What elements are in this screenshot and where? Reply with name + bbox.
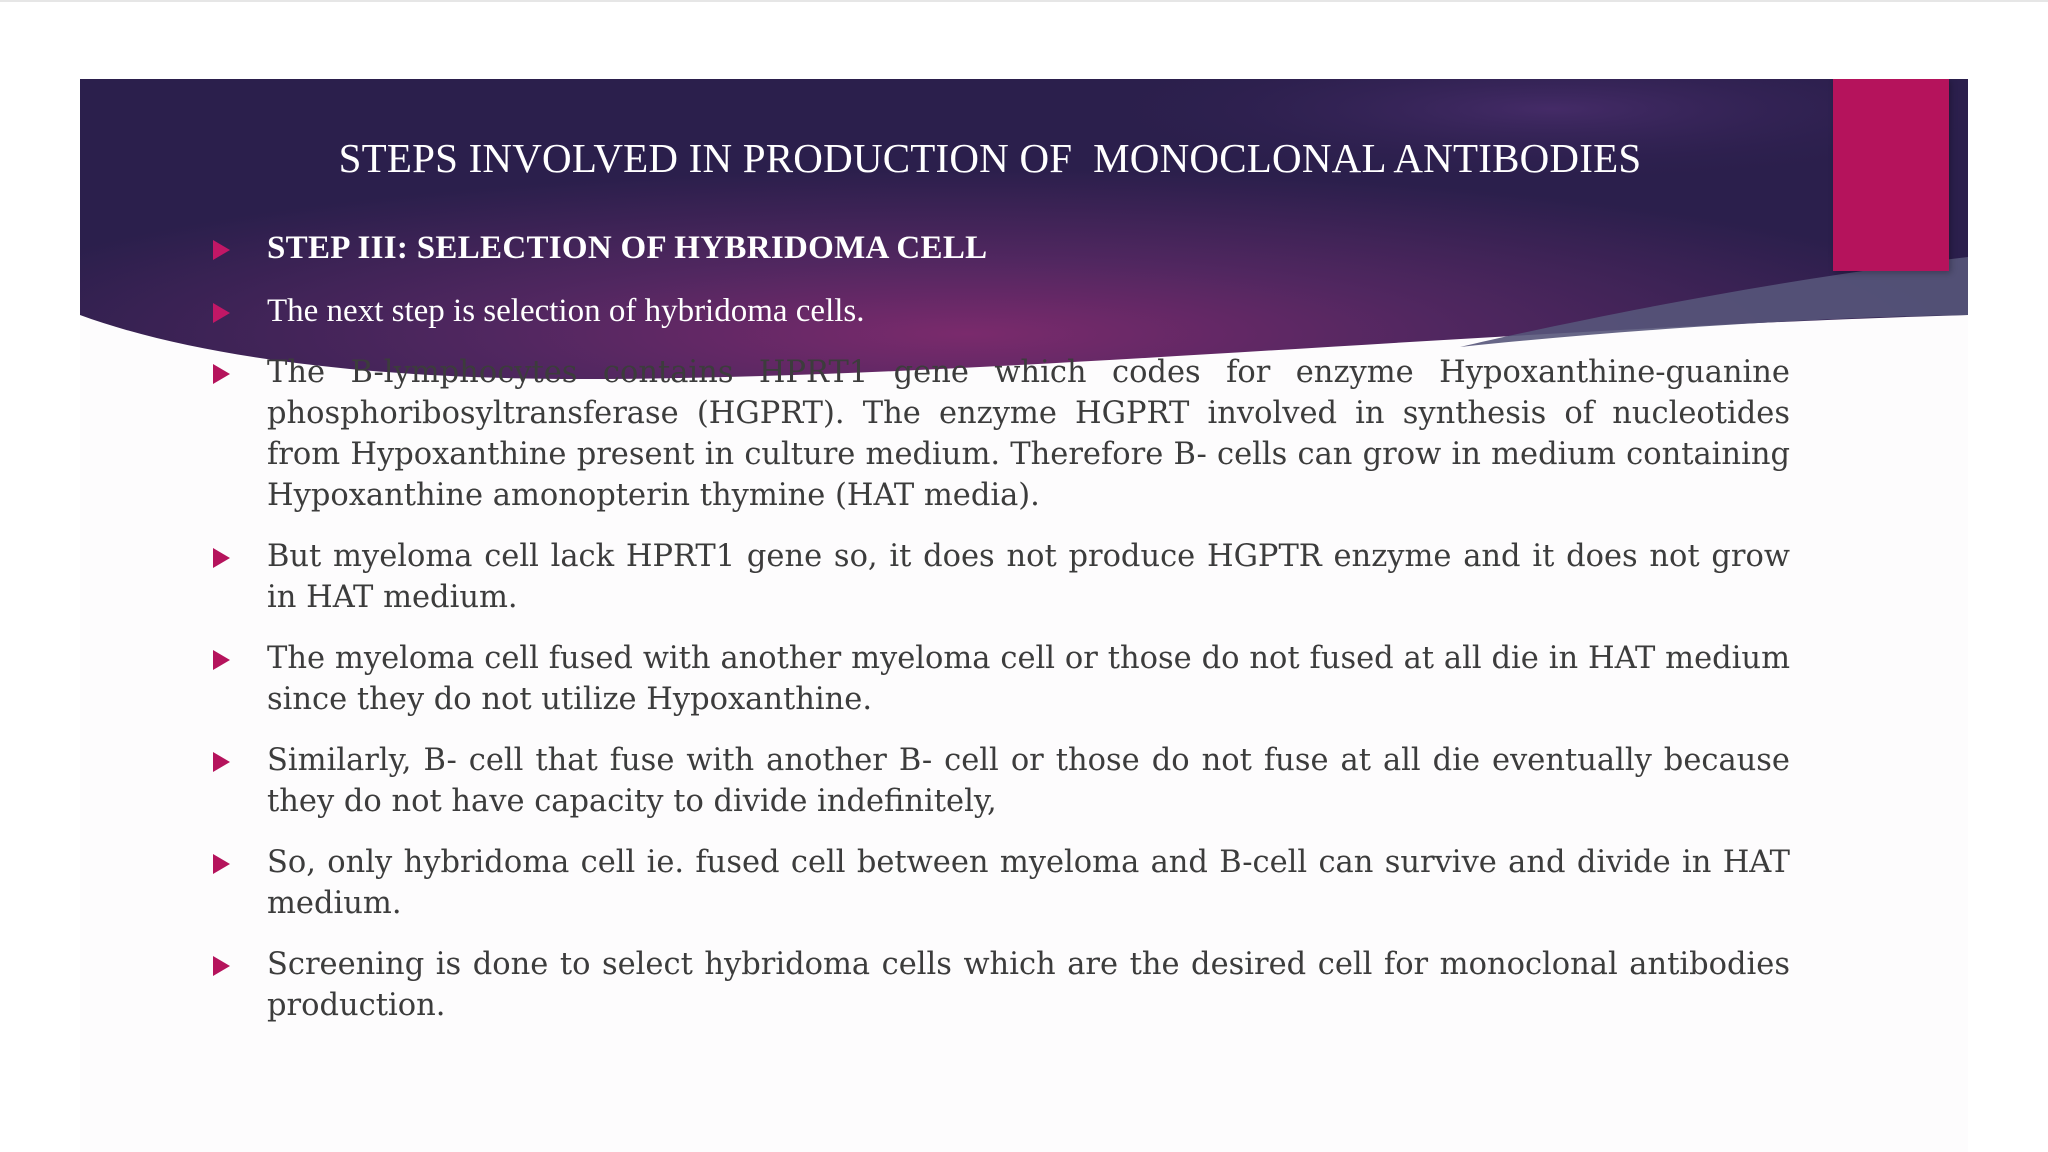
- bullet-text: STEP III: SELECTION OF HYBRIDOMA CELL: [267, 230, 988, 266]
- bullet-item: [205, 740, 1790, 822]
- bullet-item: [205, 536, 1790, 618]
- bullet-text: Similarly, B- cell that fuse with another B- cell or those do not fuse at all die eventually because they do not have capacity to divide indefinitely,: [267, 743, 1790, 819]
- bullet-arrow-icon: [213, 956, 230, 976]
- bullet-item: [205, 842, 1790, 924]
- bullet-arrow-icon: [213, 752, 230, 772]
- bullet-list: [205, 228, 1790, 1046]
- bullet-text: So, only hybridoma cell ie. fused cell between myeloma and B-cell can survive and divide in HAT medium.: [267, 845, 1790, 921]
- bullet-text: The myeloma cell fused with another myeloma cell or those do not fused at all die in HAT medium since they do not utilize Hypoxanthine.: [267, 641, 1790, 717]
- bullet-arrow-icon: [213, 303, 230, 323]
- bullet-text: The B-lymphocytes contains HPRT1 gene which codes for enzyme Hypoxanthine-guanine phosphoribosyltransferase (HGPRT). The enzyme HGPRT involved in synthesis of nucleotides from Hypoxanthine present in culture medium. Therefore B- cells can grow in medium containing Hypoxanthine amonopterin thymine (HAT media).: [267, 355, 1790, 513]
- bullet-item: [205, 291, 1790, 332]
- window-top-border: [0, 0, 2048, 2]
- bullet-item: [205, 352, 1790, 516]
- bullet-arrow-icon: [213, 548, 230, 568]
- bullet-arrow-icon: [213, 364, 230, 384]
- bullet-item: [205, 944, 1790, 1026]
- bullet-arrow-icon: [213, 240, 230, 260]
- bullet-text: Screening is done to select hybridoma cells which are the desired cell for monoclonal antibodies production.: [267, 947, 1790, 1023]
- slide-title: STEPS INVOLVED IN PRODUCTION OF MONOCLONAL ANTIBODIES: [338, 135, 1642, 181]
- bullet-text: But myeloma cell lack HPRT1 gene so, it does not produce HGPTR enzyme and it does not grow in HAT medium.: [267, 539, 1790, 615]
- bullet-arrow-icon: [213, 854, 230, 874]
- bullet-item: [205, 638, 1790, 720]
- bullet-item: [205, 228, 1790, 269]
- accent-tab: [1833, 79, 1949, 271]
- bullet-arrow-icon: [213, 650, 230, 670]
- bullet-text: The next step is selection of hybridoma cells.: [267, 293, 865, 329]
